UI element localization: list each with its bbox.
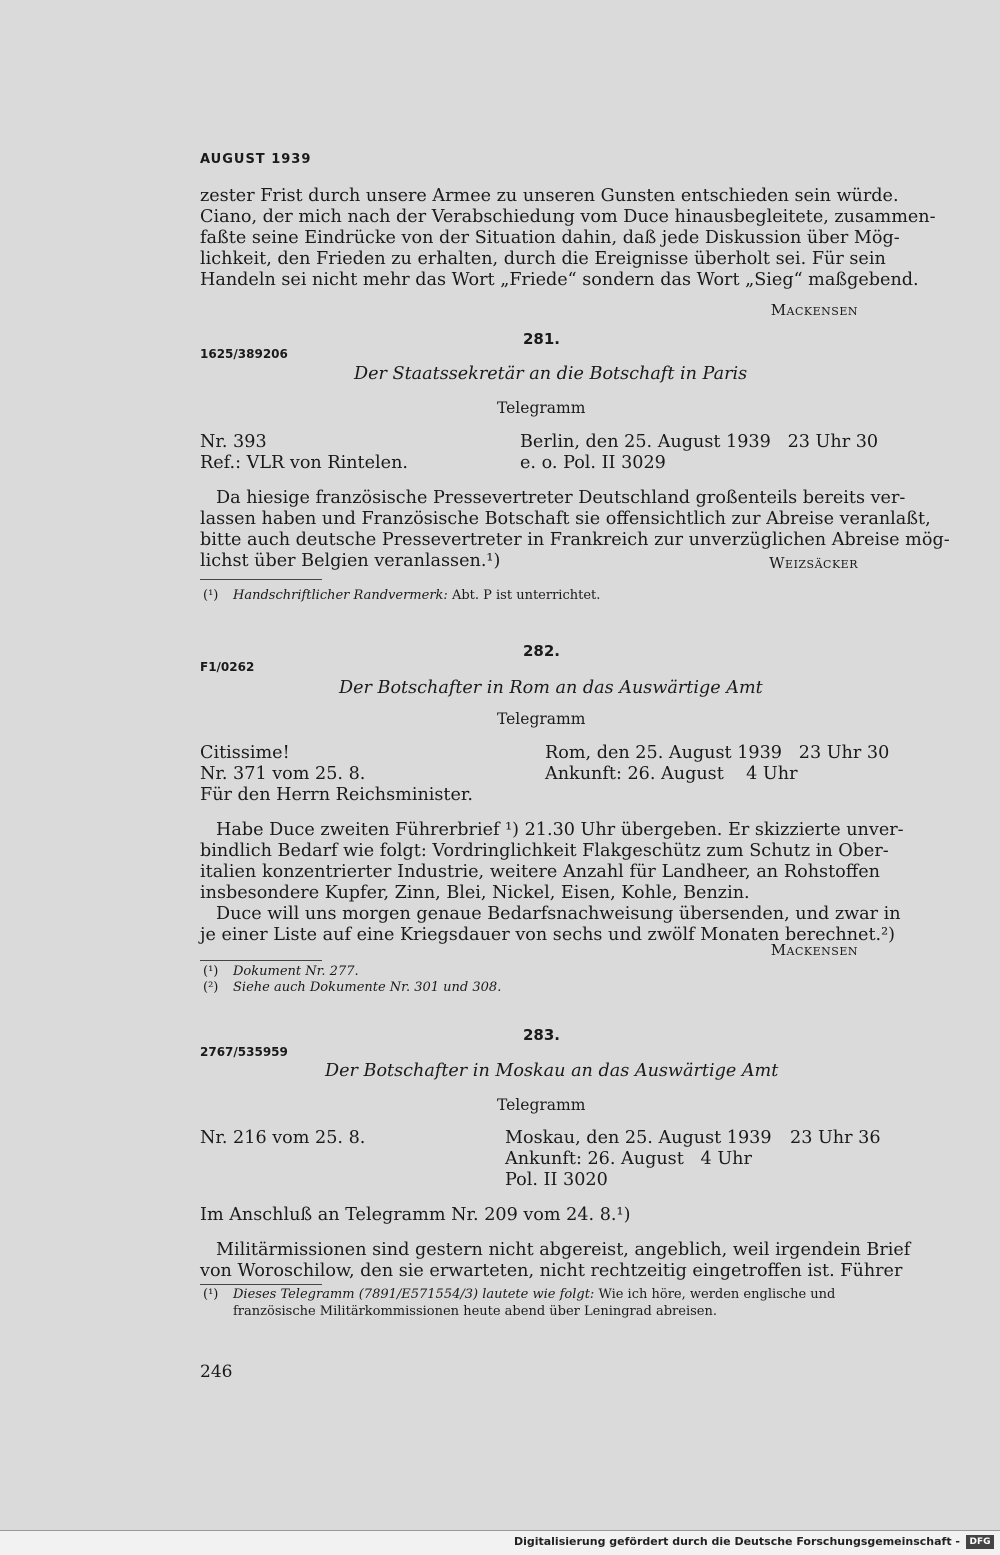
footnote: Dieses Telegramm (7891/E571554/3) lautete wie folgt: Wie ich höre, werden englische und xyxy=(233,1287,836,1302)
body-line: bindlich Bedarf wie folgt: Vordringlichkeit Flakgeschütz zum Schutz in Ober- xyxy=(200,841,889,861)
footnote: Dokument Nr. 277. xyxy=(233,964,359,979)
body-line: je einer Liste auf eine Kriegsdauer von sechs und zwölf Monaten berechnet.²) xyxy=(200,925,896,945)
meta-left: Ref.: VLR von Rintelen. xyxy=(200,453,408,473)
meta-right: e. o. Pol. II 3029 xyxy=(520,453,666,473)
meta-right: Ankunft: 26. August 4 Uhr xyxy=(505,1149,752,1169)
signature: Mackensen xyxy=(770,941,858,959)
meta-left: Für den Herrn Reichsminister. xyxy=(200,785,473,805)
intro-line: Ciano, der mich nach der Verabschiedung vom Duce hinausbegleitete, zusammen- xyxy=(200,207,936,227)
document-type: Telegramm xyxy=(497,710,586,728)
meta-left: Nr. 216 vom 25. 8. xyxy=(200,1128,366,1148)
intro-signature: Mackensen xyxy=(770,301,858,319)
footnote-mark: (²) xyxy=(203,980,219,995)
intro-line: zester Frist durch unsere Armee zu unseren Gunsten entschieden sein würde. xyxy=(200,186,899,206)
meta-left: Nr. 371 vom 25. 8. xyxy=(200,764,366,784)
document-number: 283. xyxy=(523,1026,561,1044)
document-title: Der Botschafter in Moskau an das Auswärtige Amt xyxy=(325,1061,779,1081)
intro-line: faßte seine Eindrücke von der Situation dahin, daß jede Diskussion über Mög- xyxy=(200,228,900,248)
meta-right: Moskau, den 25. August 1939 xyxy=(505,1128,772,1148)
meta-right: Berlin, den 25. August 1939 23 Uhr 30 xyxy=(520,432,879,452)
footnote-rule xyxy=(200,579,322,580)
footer-credit: Digitalisierung gefördert durch die Deutsche Forschungsgemeinschaft - xyxy=(513,1535,960,1548)
signature: Weizsäcker xyxy=(769,554,858,572)
document-title: Der Botschafter in Rom an das Auswärtige Amt xyxy=(339,678,763,698)
meta-right: Pol. II 3020 xyxy=(505,1170,608,1190)
meta-left: Nr. 393 xyxy=(200,432,267,452)
document-number: 281. xyxy=(523,330,561,348)
file-reference: 1625/389206 xyxy=(200,347,288,361)
meta-right: Rom, den 25. August 1939 23 Uhr 30 xyxy=(545,743,890,763)
footnote: Siehe auch Dokumente Nr. 301 und 308. xyxy=(233,980,502,995)
document-title: Der Staatssekretär an die Botschaft in Paris xyxy=(354,364,748,384)
footer-bar xyxy=(0,1530,1000,1555)
file-reference: 2767/535959 xyxy=(200,1045,288,1059)
reference-line: Im Anschluß an Telegramm Nr. 209 vom 24. 8.¹) xyxy=(200,1205,631,1225)
body-line: lassen haben und Französische Botschaft sie offensichtlich zur Abreise veranlaßt, xyxy=(200,509,931,529)
intro-line: Handeln sei nicht mehr das Wort „Friede“ sondern das Wort „Sieg“ maßgebend. xyxy=(200,270,919,290)
file-reference: F1/0262 xyxy=(200,660,255,674)
document-type: Telegramm xyxy=(497,399,586,417)
footnote-rule xyxy=(200,960,322,961)
body-line: Duce will uns morgen genaue Bedarfsnachweisung übersenden, und zwar in xyxy=(216,904,901,924)
running-head: AUGUST 1939 xyxy=(200,152,312,167)
meta-right: Ankunft: 26. August 4 Uhr xyxy=(545,764,798,784)
meta-time: 23 Uhr 36 xyxy=(790,1128,881,1148)
document-type: Telegramm xyxy=(497,1096,586,1114)
body-line: Habe Duce zweiten Führerbrief ¹) 21.30 Uhr übergeben. Er skizzierte unver- xyxy=(216,820,904,840)
intro-line: lichkeit, den Frieden zu erhalten, durch die Ereignisse überholt sei. Für sein xyxy=(200,249,886,269)
body-line: Da hiesige französische Pressevertreter Deutschland großenteils bereits ver- xyxy=(216,488,906,508)
body-line: von Woroschilow, den sie erwarteten, nicht rechtzeitig eingetroffen ist. Führer xyxy=(200,1261,903,1281)
footnote-continuation: französische Militärkommissionen heute abend über Leningrad abreisen. xyxy=(233,1304,717,1319)
dfg-logo-icon: DFG xyxy=(966,1535,994,1549)
document-number: 282. xyxy=(523,642,561,660)
footnote: Handschriftlicher Randvermerk: Abt. P ist unterrichtet. xyxy=(233,588,601,603)
footnote-rule xyxy=(200,1284,322,1285)
body-line: Militärmissionen sind gestern nicht abgereist, angeblich, weil irgendein Brief xyxy=(216,1240,911,1260)
meta-left: Citissime! xyxy=(200,743,290,763)
body-line: bitte auch deutsche Pressevertreter in Frankreich zur unverzüglichen Abreise mög- xyxy=(200,530,950,550)
body-line: insbesondere Kupfer, Zinn, Blei, Nickel, Eisen, Kohle, Benzin. xyxy=(200,883,750,903)
footnote-mark: (¹) xyxy=(203,964,219,979)
page-number: 246 xyxy=(200,1362,233,1382)
footnote-mark: (¹) xyxy=(203,1287,219,1302)
body-line: italien konzentrierter Industrie, weitere Anzahl für Landheer, an Rohstoffen xyxy=(200,862,880,882)
footnote-mark: (¹) xyxy=(203,588,219,603)
body-line: lichst über Belgien veranlassen.¹) xyxy=(200,551,501,571)
